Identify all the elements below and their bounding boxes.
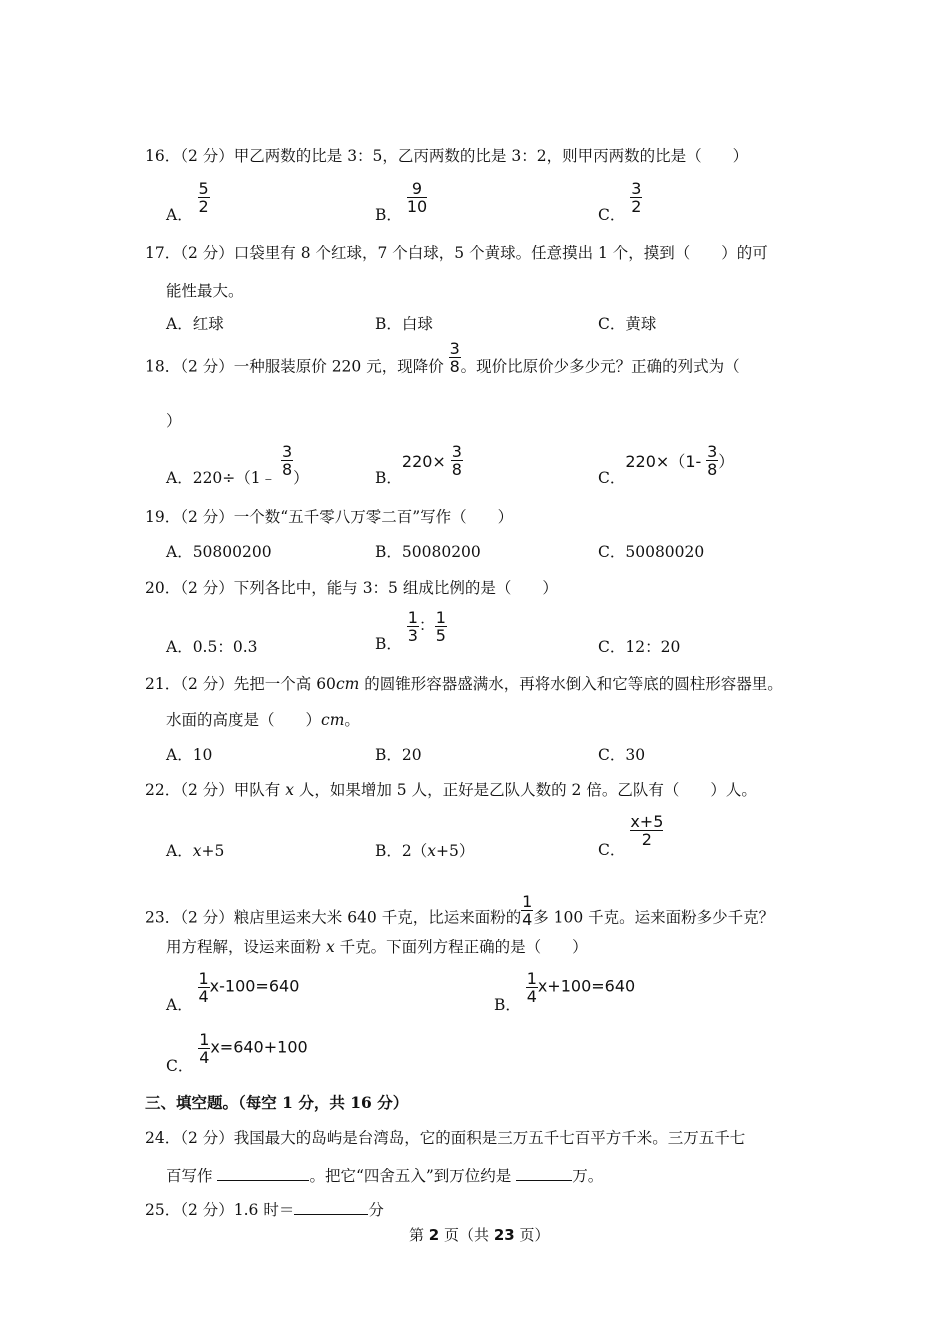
question-number: 24．	[145, 1129, 181, 1147]
question-text: （2 分）一个数“五千零八万零二百”写作（ ）	[180, 508, 514, 526]
option-c: C．30	[598, 746, 646, 764]
option-a: A．10	[166, 746, 213, 764]
option-a: A． $\frac{5}{2}$	[166, 179, 209, 224]
page-number: 2	[428, 1226, 440, 1244]
question-22: 22．（2 分）甲队有 x 人，如果增加 5 人，正好是乙队人数的 2 倍。乙队有（ ）人。	[145, 781, 757, 799]
option-a: A．220÷（1﹣ $\frac{3}{8}$ ）	[166, 442, 309, 487]
question-24	[145, 1128, 745, 1148]
question-18: 18．（2 分）一种服装原价 220 元，现降价 $\frac{3}{8}$ 。现价比原价少多少元？正确的列式为（	[145, 339, 740, 376]
answer-blank[interactable]	[516, 1166, 572, 1181]
fraction: $\frac{5}{2}$	[198, 179, 209, 216]
question-21: 21．（2 分）先把一个高 60cm 的圆锥形容器盛满水，再将水倒入和它等底的圆柱形容器里。	[145, 675, 783, 693]
question-text: （2 分）下列各比中，能与 3：5 组成比例的是（ ）	[180, 579, 558, 597]
question-25: 25．（2 分）1.6 时＝ 分	[145, 1201, 384, 1219]
question-23-line2: 用方程解，设运来面粉 x 千克。下面列方程正确的是（ ）	[166, 938, 588, 956]
page-total: 23	[493, 1226, 515, 1244]
question-21-line2: 水面的高度是（ ）cm。	[166, 711, 360, 729]
fraction: $\frac{1}{4}$	[522, 892, 533, 929]
option-c: C．12：20	[598, 638, 681, 656]
question-number: 17．	[145, 244, 181, 262]
fraction: $\frac{1}{4}$	[199, 1030, 210, 1067]
question-text: （2 分）口袋里有 8 个红球，7 个白球，5 个黄球。任意摸出 1 个，摸到（ ）的可	[180, 244, 768, 262]
option-a: A．50800200	[166, 543, 272, 561]
question-text: （2 分）甲乙两数的比是 3：5，乙丙两数的比是 3：2，则甲丙两数的比是（ ）	[180, 147, 749, 165]
question-text: （2 分）一种服装原价 220 元，现降价	[180, 357, 444, 376]
question-20	[145, 578, 558, 598]
option-c: C． $\frac{1}{4}$ x=640+100	[166, 1030, 308, 1075]
option-c: C． $\frac{x+5}{2}$	[598, 812, 664, 859]
fraction: $\frac{3}{8}$	[451, 442, 462, 479]
fraction: $\frac{3}{2}$	[631, 179, 642, 216]
option-b: B． $\frac{1}{3}$ ： $\frac{1}{5}$	[375, 608, 446, 653]
option-c: C．50080020	[598, 543, 705, 561]
question-text: （2 分）我国最大的岛屿是台湾岛，它的面积是三万五千七百平方千米。三万五千七	[180, 1129, 746, 1147]
option-b: B．50080200	[375, 543, 481, 561]
option-b: B．白球	[375, 315, 433, 333]
fraction: $\frac{9}{10}$	[406, 179, 428, 216]
option-c: C． $\frac{3}{2}$	[598, 179, 642, 224]
fraction: $\frac{x+5}{2}$	[630, 812, 664, 849]
question-number: 18．	[145, 357, 181, 376]
question-23: 23．（2 分）粮店里运来大米 640 千克，比运来面粉的 $\frac{1}{4}$ 多 100 千克。运来面粉多少千克？	[145, 892, 775, 929]
option-b: B．20	[375, 746, 422, 764]
question-24-line2: 百写作 。把它“四舍五入”到万位约是 万。	[166, 1167, 604, 1185]
question-number: 22．	[145, 781, 181, 799]
option-b: B． $\frac{1}{4}$ x+100=640	[494, 969, 636, 1014]
answer-blank[interactable]	[217, 1166, 309, 1181]
question-number: 20．	[145, 579, 181, 597]
option-c: C．黄球	[598, 315, 657, 333]
fraction: $\frac{3}{8}$	[449, 339, 460, 376]
question-19	[145, 507, 513, 527]
fraction: $\frac{3}{8}$	[281, 442, 293, 479]
section-title: 三、填空题。（每空 1 分，共 16 分）	[145, 1093, 409, 1112]
question-17-line2: 能性最大。	[166, 282, 244, 300]
question-16	[145, 146, 748, 166]
question-number: 25．	[145, 1201, 181, 1219]
fraction: $\frac{1}{4}$	[198, 969, 209, 1006]
question-18-line2: ）	[166, 412, 182, 430]
option-a: A．0.5：0.3	[166, 638, 258, 656]
option-c: C．220×（1- $\frac{3}{8}$ ）	[598, 442, 735, 487]
question-number: 21．	[145, 675, 181, 693]
option-a: A． $\frac{1}{4}$ x-100=640	[166, 969, 300, 1014]
page-footer: 第 2 页（共 23 页）	[409, 1226, 550, 1244]
question-number: 23．	[145, 908, 181, 927]
fraction: $\frac{1}{4}$	[526, 969, 537, 1006]
option-a: A．红球	[166, 315, 224, 333]
option-b: B．2（x+5）	[375, 842, 475, 860]
option-b: B．220× $\frac{3}{8}$	[375, 442, 462, 487]
fraction: $\frac{1}{5}$	[435, 608, 446, 645]
option-a: A．x+5	[166, 842, 225, 860]
question-17	[145, 243, 768, 263]
fraction: $\frac{1}{3}$	[407, 608, 418, 645]
fraction: $\frac{3}{8}$	[707, 442, 718, 479]
question-number: 16．	[145, 147, 181, 165]
option-b: B． $\frac{9}{10}$	[375, 179, 428, 224]
answer-blank[interactable]	[294, 1200, 368, 1215]
question-number: 19．	[145, 508, 181, 526]
